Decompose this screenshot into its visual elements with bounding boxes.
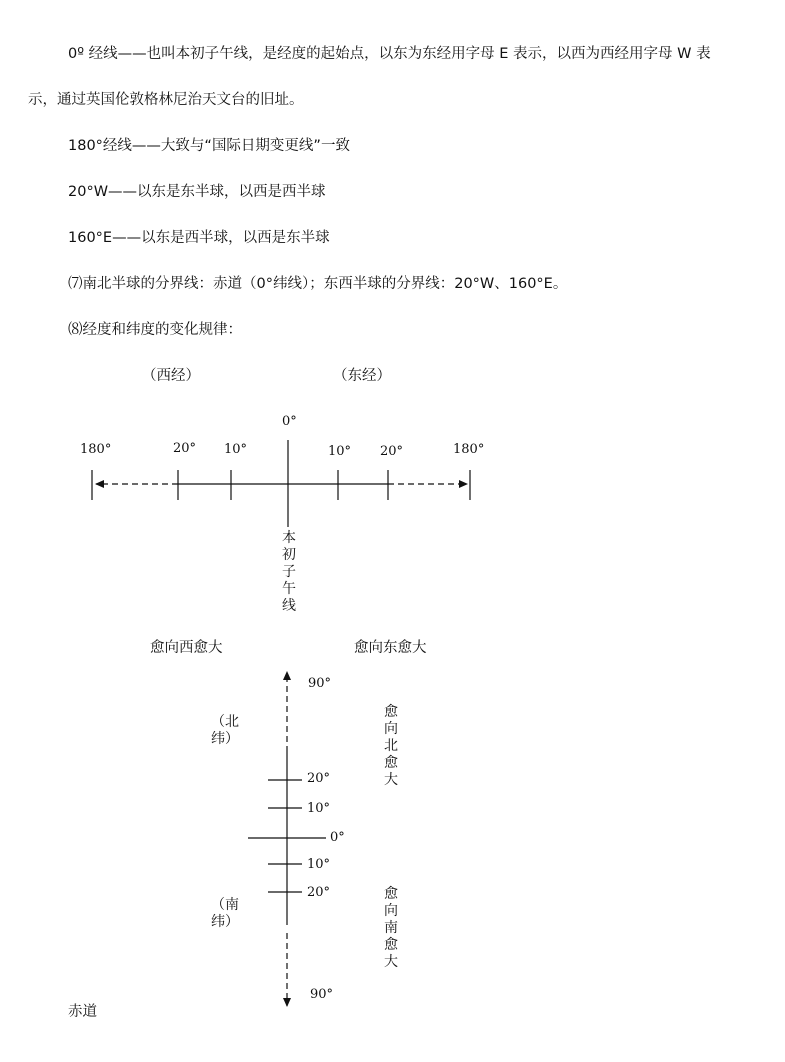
- longitude-tick-label-10-east: 10°: [328, 444, 352, 459]
- longitude-tick-label-20-west: 20°: [173, 441, 197, 456]
- paragraph-20w: 20°W——以东是东半球，以西是西半球: [68, 184, 326, 200]
- paragraph-180-meridian: 180°经线——大致与“国际日期变更线”一致: [68, 138, 350, 154]
- equator-label: 赤道: [68, 1004, 97, 1020]
- longitude-tick-label-10-west: 10°: [224, 442, 248, 457]
- longitude-tick-label-0: 0°: [282, 414, 297, 429]
- longitude-tick-label-20-east: 20°: [380, 444, 404, 459]
- north-latitude-label: （北纬）: [211, 714, 239, 747]
- east-longitude-label: （东经）: [333, 368, 391, 384]
- longitude-tick-label-180-west: 180°: [80, 442, 112, 457]
- south-latitude-label: （南纬）: [211, 897, 239, 930]
- west-longitude-label: （西经）: [142, 368, 200, 384]
- paragraph-prime-meridian-line1: 0º 经线——也叫本初子午线，是经度的起始点，以东为东经用字母 E 表示，以西为西经用字母 W 表: [68, 46, 711, 62]
- west-rule-label: 愈向西愈大: [150, 640, 223, 656]
- paragraph-change-rules: ⑻经度和纬度的变化规律：: [68, 322, 242, 338]
- paragraph-hemisphere-boundaries: ⑺南北半球的分界线：赤道（0°纬线）；东西半球的分界线：20°W、160°E。: [68, 276, 568, 292]
- paragraph-prime-meridian-line2: 示，通过英国伦敦格林尼治天文台的旧址。: [28, 92, 304, 108]
- latitude-tick-label-10-south: 10°: [307, 857, 331, 872]
- north-rule-label: 愈向北愈大: [384, 704, 398, 788]
- latitude-tick-label-10-north: 10°: [307, 801, 331, 816]
- latitude-tick-label-20-north: 20°: [307, 771, 331, 786]
- latitude-tick-label-90-north: 90°: [308, 676, 332, 691]
- paragraph-160e: 160°E——以东是西半球，以西是东半球: [68, 230, 330, 246]
- east-rule-label: 愈向东愈大: [354, 640, 427, 656]
- south-rule-label: 愈向南愈大: [384, 886, 398, 970]
- latitude-tick-label-0: 0°: [330, 830, 345, 845]
- prime-meridian-label: 本初子午线: [282, 530, 296, 614]
- latitude-tick-label-20-south: 20°: [307, 885, 331, 900]
- longitude-tick-label-180-east: 180°: [453, 442, 485, 457]
- latitude-tick-label-90-south: 90°: [310, 987, 334, 1002]
